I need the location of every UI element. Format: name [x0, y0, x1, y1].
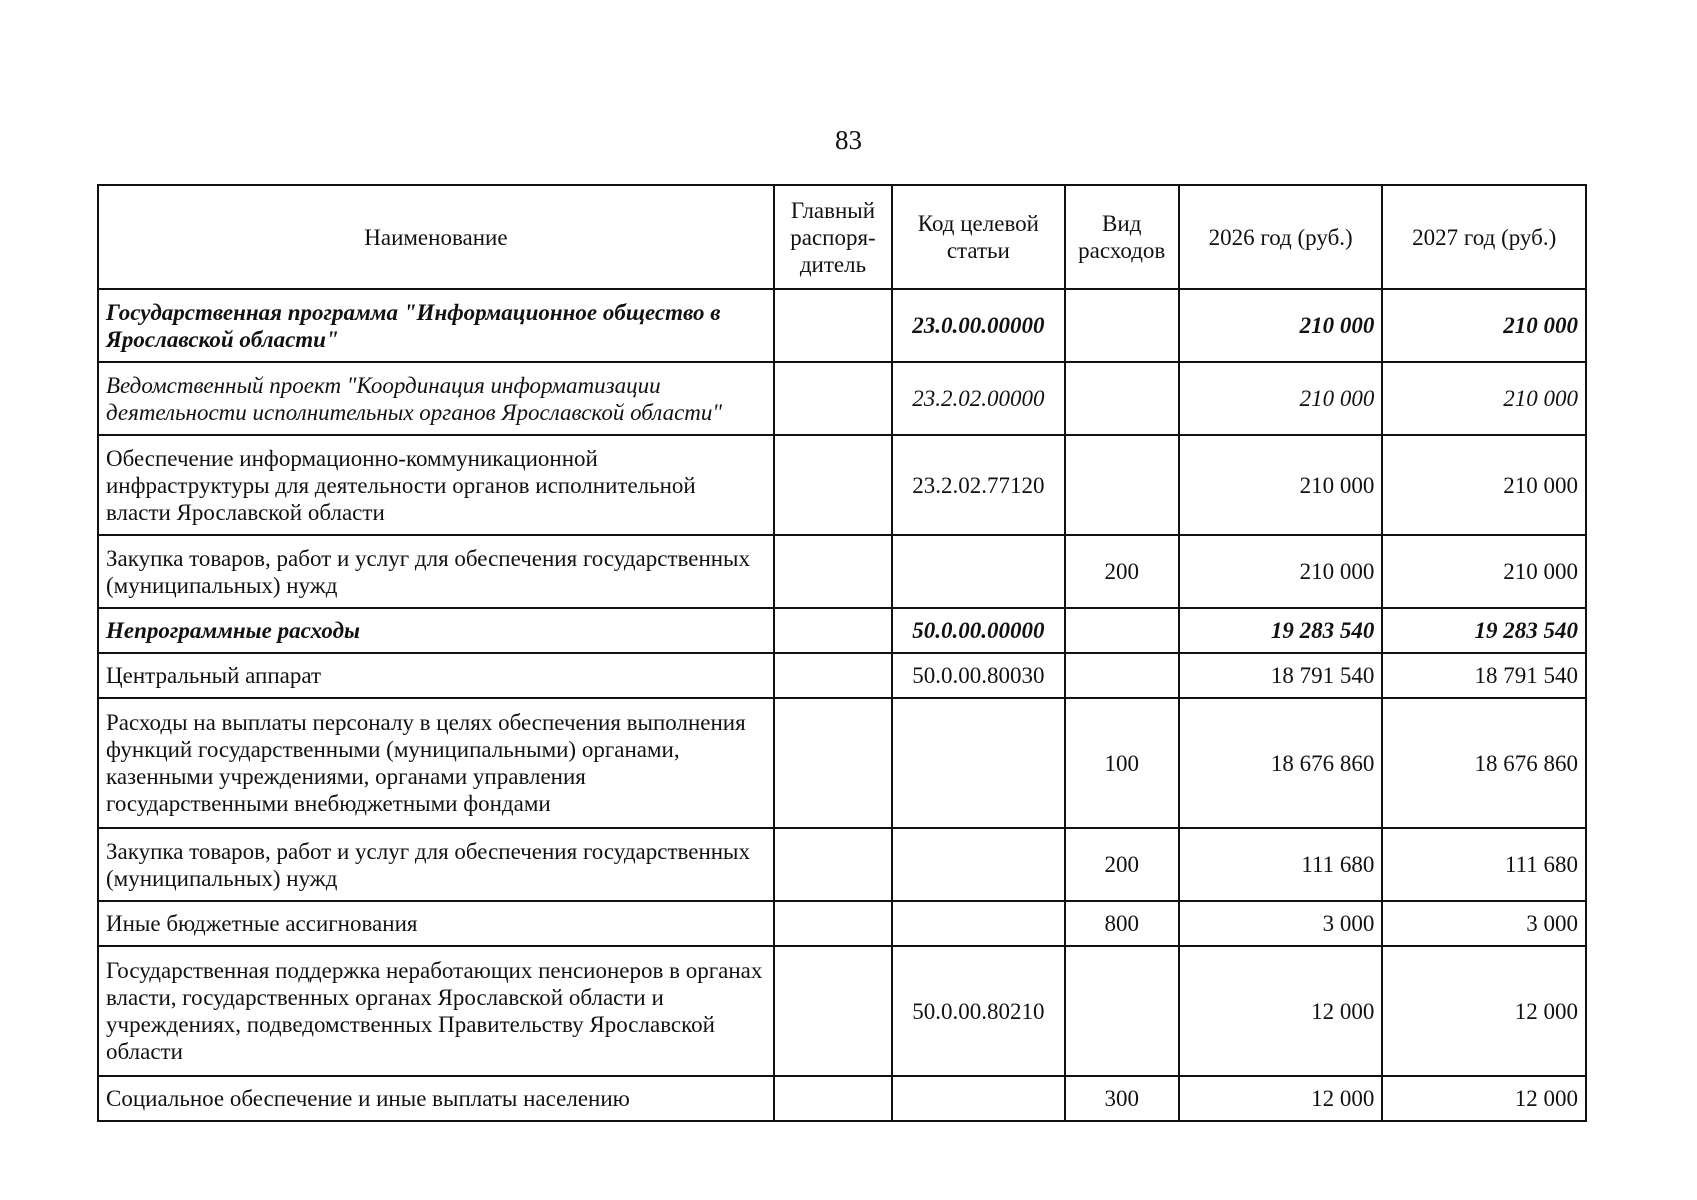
- cell-2027: 111 680: [1382, 828, 1586, 901]
- cell-name: Государственная программа "Информационное общество в Ярославской области": [98, 289, 774, 362]
- cell-chief: [774, 362, 892, 435]
- cell-name: Закупка товаров, работ и услуг для обеспечения государственных (муниципальных) нужд: [98, 828, 774, 901]
- cell-kind: [1065, 362, 1179, 435]
- table-row: [98, 435, 1586, 535]
- cell-code: [892, 828, 1064, 901]
- cell-chief: [774, 901, 892, 946]
- cell-kind: [1065, 653, 1179, 698]
- budget-table: [97, 184, 1587, 1122]
- cell-name: Государственная поддержка неработающих пенсионеров в органах власти, государственных органах Ярославской области и учреждениях, подведомственных Правительству Ярославской области: [98, 946, 774, 1076]
- cell-2027: 18 676 860: [1382, 698, 1586, 828]
- table-body: [98, 289, 1586, 1121]
- table-row: [98, 901, 1586, 946]
- header-2027: 2027 год (руб.): [1382, 185, 1586, 289]
- table-row: [98, 608, 1586, 653]
- cell-code: 50.0.00.80210: [892, 946, 1064, 1076]
- cell-name: Центральный аппарат: [98, 653, 774, 698]
- cell-chief: [774, 435, 892, 535]
- cell-chief: [774, 698, 892, 828]
- cell-kind: 800: [1065, 901, 1179, 946]
- cell-2027: 210 000: [1382, 435, 1586, 535]
- cell-kind: [1065, 435, 1179, 535]
- table-row: [98, 946, 1586, 1076]
- cell-2026: 210 000: [1179, 435, 1383, 535]
- table-row: [98, 828, 1586, 901]
- cell-kind: [1065, 608, 1179, 653]
- cell-name: Расходы на выплаты персоналу в целях обеспечения выполнения функций государственными (муниципальными) органами, казенными учреждениями, органами управления государственными внебюджетными фондами: [98, 698, 774, 828]
- cell-code: 23.0.00.00000: [892, 289, 1064, 362]
- cell-2027: 210 000: [1382, 535, 1586, 608]
- cell-kind: 100: [1065, 698, 1179, 828]
- cell-2026: 210 000: [1179, 362, 1383, 435]
- cell-kind: 200: [1065, 828, 1179, 901]
- table-row: [98, 535, 1586, 608]
- cell-name: Иные бюджетные ассигнования: [98, 901, 774, 946]
- cell-2027: 12 000: [1382, 1076, 1586, 1121]
- cell-code: [892, 901, 1064, 946]
- table-row: [98, 362, 1586, 435]
- cell-2027: 19 283 540: [1382, 608, 1586, 653]
- cell-code: [892, 698, 1064, 828]
- cell-2026: 12 000: [1179, 946, 1383, 1076]
- cell-2026: 3 000: [1179, 901, 1383, 946]
- cell-code: [892, 1076, 1064, 1121]
- cell-2026: 18 791 540: [1179, 653, 1383, 698]
- header-kind: Вид расходов: [1065, 185, 1179, 289]
- cell-chief: [774, 608, 892, 653]
- cell-name: Непрограммные расходы: [98, 608, 774, 653]
- cell-kind: [1065, 289, 1179, 362]
- cell-code: 50.0.00.80030: [892, 653, 1064, 698]
- table-header-row: [98, 185, 1586, 289]
- cell-2027: 12 000: [1382, 946, 1586, 1076]
- table-row: [98, 653, 1586, 698]
- cell-code: 23.2.02.77120: [892, 435, 1064, 535]
- page-number: 83: [835, 125, 862, 155]
- cell-chief: [774, 289, 892, 362]
- cell-2027: 3 000: [1382, 901, 1586, 946]
- cell-name: Социальное обеспечение и иные выплаты населению: [98, 1076, 774, 1121]
- cell-chief: [774, 1076, 892, 1121]
- cell-2026: 111 680: [1179, 828, 1383, 901]
- cell-chief: [774, 828, 892, 901]
- header-2026: 2026 год (руб.): [1179, 185, 1383, 289]
- cell-name: Закупка товаров, работ и услуг для обеспечения государственных (муниципальных) нужд: [98, 535, 774, 608]
- cell-2026: 12 000: [1179, 1076, 1383, 1121]
- header-code: Код целевой статьи: [892, 185, 1064, 289]
- cell-2027: 18 791 540: [1382, 653, 1586, 698]
- header-chief: Главный распоря-дитель: [774, 185, 892, 289]
- cell-chief: [774, 535, 892, 608]
- cell-name: Обеспечение информационно-коммуникационной инфраструктуры для деятельности органов исполнительной власти Ярославской области: [98, 435, 774, 535]
- cell-kind: 200: [1065, 535, 1179, 608]
- cell-2026: 18 676 860: [1179, 698, 1383, 828]
- cell-2026: 210 000: [1179, 535, 1383, 608]
- cell-2027: 210 000: [1382, 362, 1586, 435]
- cell-kind: [1065, 946, 1179, 1076]
- cell-code: 23.2.02.00000: [892, 362, 1064, 435]
- cell-name: Ведомственный проект "Координация информатизации деятельности исполнительных органов Ярославской области": [98, 362, 774, 435]
- cell-code: 50.0.00.00000: [892, 608, 1064, 653]
- table-row: [98, 289, 1586, 362]
- cell-code: [892, 535, 1064, 608]
- cell-chief: [774, 946, 892, 1076]
- cell-2027: 210 000: [1382, 289, 1586, 362]
- cell-kind: 300: [1065, 1076, 1179, 1121]
- cell-2026: 210 000: [1179, 289, 1383, 362]
- cell-chief: [774, 653, 892, 698]
- table-row: [98, 1076, 1586, 1121]
- header-name: Наименование: [98, 185, 774, 289]
- table-row: [98, 698, 1586, 828]
- cell-2026: 19 283 540: [1179, 608, 1383, 653]
